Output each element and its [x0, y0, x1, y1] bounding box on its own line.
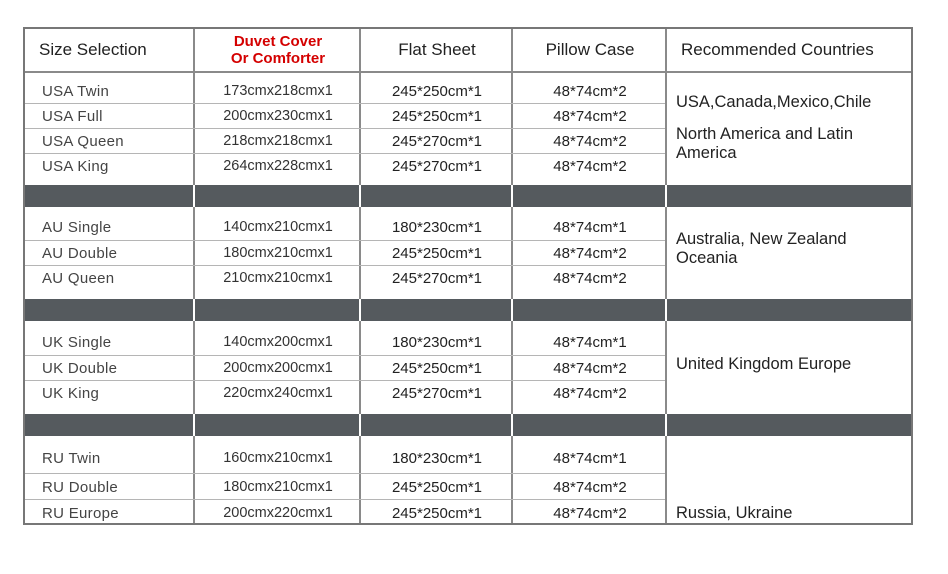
size-label: UK Double [42, 359, 118, 377]
pillow-case-size: 48*74cm*2 [553, 157, 627, 175]
pillow-case-size: 48*74cm*1 [553, 449, 627, 467]
header-duvet-cover [195, 29, 361, 71]
flat-sheet-size: 245*250cm*1 [391, 478, 483, 496]
flat-sheet-size: 245*250cm*1 [391, 107, 483, 125]
pillow-case-size: 48*74cm*1 [553, 333, 627, 351]
size-label: RU Double [42, 478, 119, 496]
size-label: AU Double [42, 244, 118, 262]
size-label: RU Europe [42, 504, 119, 522]
size-label: USA King [42, 157, 109, 175]
row-divider [25, 473, 665, 474]
duvet-size: 220cmx240cmx1 [223, 385, 333, 401]
flat-sheet-size: 245*270cm*1 [391, 157, 483, 175]
recommended-countries: Russia, Ukraine [676, 504, 793, 522]
duvet-size: 180cmx210cmx1 [223, 245, 333, 261]
header-divider [25, 71, 911, 73]
size-label: RU Twin [42, 449, 101, 467]
flat-sheet-size: 180*230cm*1 [391, 333, 483, 351]
header-pillow-case: Pillow Case [545, 40, 635, 59]
size-chart-table [23, 27, 913, 525]
pillow-case-size: 48*74cm*2 [553, 82, 627, 100]
section-separator [25, 414, 911, 436]
duvet-size: 180cmx210cmx1 [223, 479, 333, 495]
flat-sheet-size: 245*250cm*1 [391, 359, 483, 377]
row-divider [25, 499, 665, 500]
duvet-size: 140cmx200cmx1 [223, 334, 333, 350]
flat-sheet-size: 245*270cm*1 [391, 384, 483, 402]
flat-sheet-size: 245*270cm*1 [391, 269, 483, 287]
recommended-countries: Australia, New Zealand Oceania [676, 230, 847, 267]
pillow-case-size: 48*74cm*2 [553, 384, 627, 402]
pillow-case-size: 48*74cm*2 [553, 244, 627, 262]
size-label: UK King [42, 384, 100, 402]
header-flat-sheet: Flat Sheet [398, 40, 476, 59]
pillow-case-size: 48*74cm*1 [553, 218, 627, 236]
duvet-size: 173cmx218cmx1 [223, 83, 333, 99]
size-label: USA Queen [42, 132, 124, 150]
header-size-selection: Size Selection [39, 40, 147, 59]
pillow-case-size: 48*74cm*2 [553, 269, 627, 287]
duvet-size: 210cmx210cmx1 [223, 270, 333, 286]
size-label: AU Single [42, 218, 112, 236]
recommended-countries: North America and Latin America [676, 125, 854, 162]
section-separator [25, 185, 911, 207]
flat-sheet-size: 245*270cm*1 [391, 132, 483, 150]
size-label: USA Full [42, 107, 103, 125]
header-duvet-line1: Duvet Cover [233, 33, 323, 50]
recommended-countries: United Kingdom Europe [676, 355, 852, 373]
duvet-size: 218cmx218cmx1 [223, 133, 333, 149]
pillow-case-size: 48*74cm*2 [553, 132, 627, 150]
flat-sheet-size: 245*250cm*1 [391, 244, 483, 262]
duvet-size: 200cmx200cmx1 [223, 360, 333, 376]
pillow-case-size: 48*74cm*2 [553, 504, 627, 522]
section-separator [25, 299, 911, 321]
flat-sheet-size: 245*250cm*1 [391, 82, 483, 100]
size-label: USA Twin [42, 82, 110, 100]
duvet-size: 200cmx230cmx1 [223, 108, 333, 124]
duvet-size: 160cmx210cmx1 [223, 450, 333, 466]
flat-sheet-size: 180*230cm*1 [391, 218, 483, 236]
pillow-case-size: 48*74cm*2 [553, 478, 627, 496]
duvet-size: 264cmx228cmx1 [223, 158, 333, 174]
header-duvet-line2: Or Comforter [230, 50, 326, 67]
size-label: UK Single [42, 333, 112, 351]
size-label: AU Queen [42, 269, 115, 287]
pillow-case-size: 48*74cm*2 [553, 359, 627, 377]
flat-sheet-size: 245*250cm*1 [391, 504, 483, 522]
duvet-size: 200cmx220cmx1 [223, 505, 333, 521]
header-recommended-countries: Recommended Countries [681, 40, 874, 59]
flat-sheet-size: 180*230cm*1 [391, 449, 483, 467]
duvet-size: 140cmx210cmx1 [223, 219, 333, 235]
pillow-case-size: 48*74cm*2 [553, 107, 627, 125]
recommended-countries: USA,Canada,Mexico,Chile [676, 93, 872, 111]
